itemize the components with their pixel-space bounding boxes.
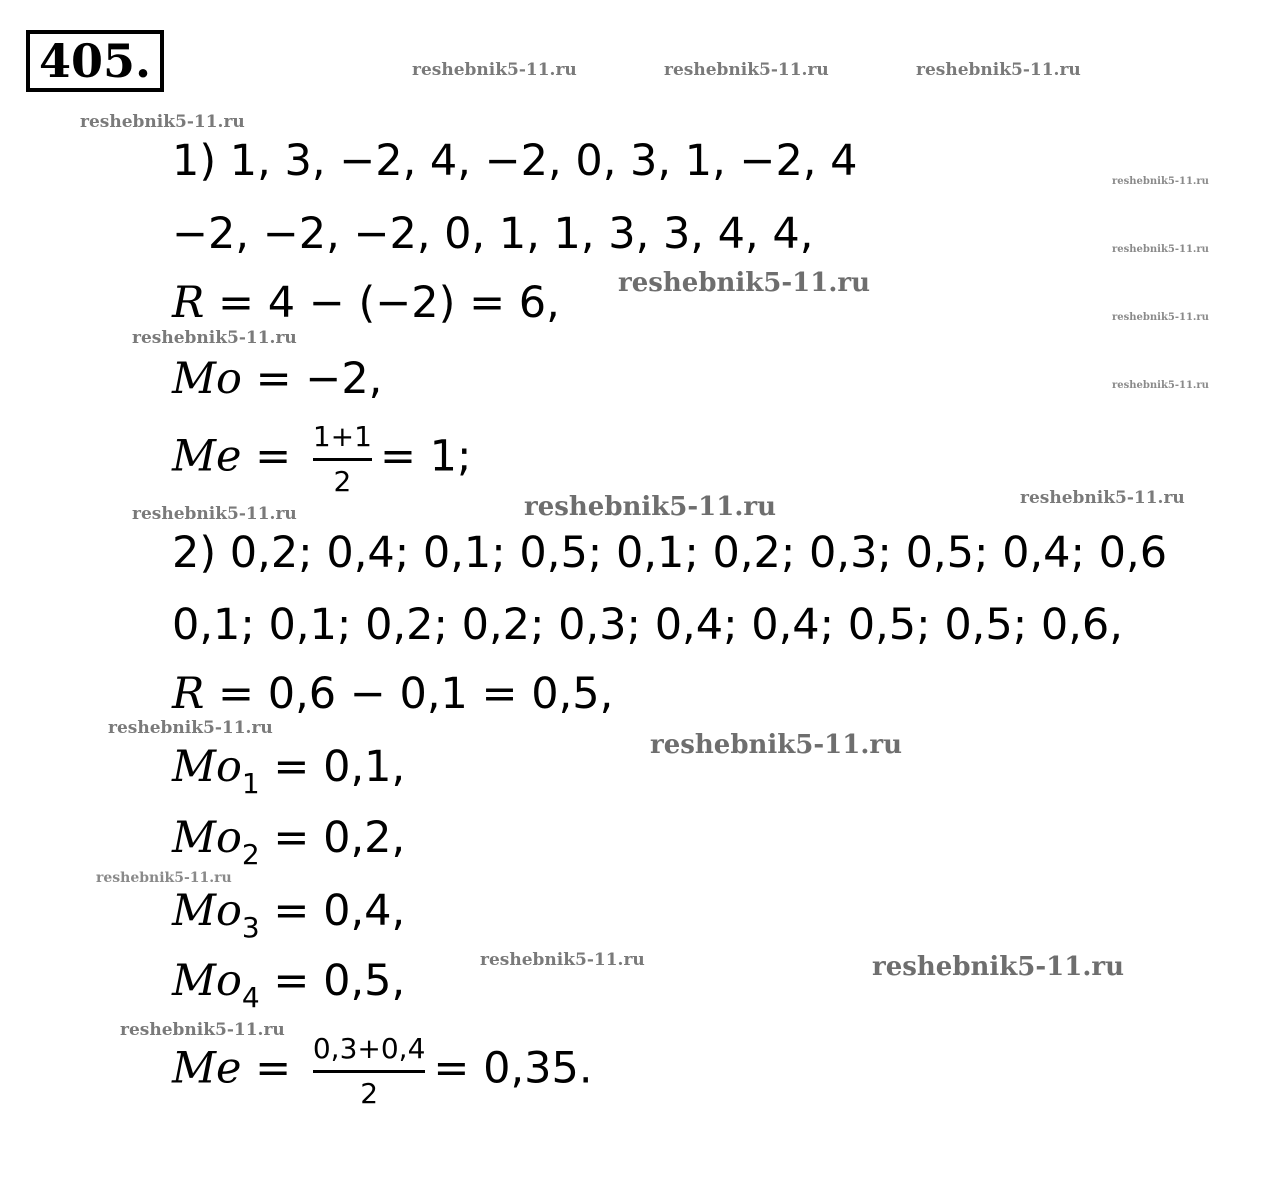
watermark: reshebnik5-11.ru — [132, 504, 297, 524]
part2-sorted: 0,1; 0,1; 0,2; 0,2; 0,3; 0,4; 0,4; 0,5; 0,5; 0,6, — [172, 600, 1123, 650]
fraction-bar — [313, 458, 372, 461]
mode-symbol: Mo — [172, 354, 242, 404]
part2-mode-2 — [172, 813, 406, 871]
median-equals: = — [241, 1043, 292, 1094]
mode-symbol: Mo — [172, 742, 242, 792]
part2-range — [172, 669, 614, 719]
mode-symbol: Mo — [172, 956, 242, 1006]
fraction-denominator: 2 — [333, 464, 352, 498]
median-fraction — [313, 1032, 426, 1110]
part1-mode — [172, 354, 383, 404]
watermark: reshebnik5-11.ru — [132, 328, 297, 348]
watermark: reshebnik5-11.ru — [1112, 380, 1209, 391]
watermark: reshebnik5-11.ru — [120, 1020, 285, 1040]
range-expression: = 4 − (−2) = 6, — [204, 278, 560, 328]
part2-mode-1 — [172, 742, 406, 800]
part1-range — [172, 278, 560, 328]
watermark: reshebnik5-11.ru — [1112, 312, 1209, 323]
mode-symbol: Mo — [172, 813, 242, 863]
range-symbol: R — [172, 278, 205, 328]
fraction-numerator: 0,3+0,4 — [312, 1032, 426, 1065]
watermark: reshebnik5-11.ru — [524, 492, 777, 522]
watermark: reshebnik5-11.ru — [80, 112, 245, 132]
watermark: reshebnik5-11.ru — [664, 60, 829, 80]
fraction-denominator: 2 — [360, 1076, 379, 1110]
watermark: reshebnik5-11.ru — [1112, 244, 1209, 255]
part1-given: 1) 1, 3, −2, 4, −2, 0, 3, 1, −2, 4 — [172, 136, 858, 186]
fraction-bar — [313, 1070, 426, 1073]
median-equals: = — [241, 431, 292, 482]
problem-number: 405. — [26, 30, 164, 92]
watermark: reshebnik5-11.ru — [412, 60, 577, 80]
watermark: reshebnik5-11.ru — [1020, 488, 1185, 508]
median-symbol: Me — [172, 431, 242, 482]
watermark: reshebnik5-11.ru — [1112, 176, 1209, 187]
watermark: reshebnik5-11.ru — [480, 950, 645, 970]
part2-mode-3 — [172, 886, 406, 944]
watermark: reshebnik5-11.ru — [618, 268, 871, 298]
range-symbol: R — [172, 669, 205, 719]
median-fraction — [313, 420, 372, 498]
range-expression: = 0,6 − 0,1 = 0,5, — [204, 669, 614, 719]
part2-mode-4 — [172, 956, 406, 1014]
mode-subscript: 4 — [241, 981, 260, 1014]
mode-expression: = −2, — [241, 354, 383, 404]
median-result: = 0,35. — [433, 1043, 593, 1094]
mode-expression: = 0,2, — [259, 813, 406, 863]
mode-symbol: Mo — [172, 886, 242, 936]
watermark: reshebnik5-11.ru — [650, 730, 903, 760]
part1-sorted: −2, −2, −2, 0, 1, 1, 3, 3, 4, 4, — [172, 209, 814, 259]
part1-median — [172, 420, 472, 498]
part2-median — [172, 1032, 593, 1110]
mode-subscript: 2 — [241, 838, 260, 871]
median-symbol: Me — [172, 1043, 242, 1094]
watermark: reshebnik5-11.ru — [108, 718, 273, 738]
mode-subscript: 3 — [241, 911, 260, 944]
part2-given: 2) 0,2; 0,4; 0,1; 0,5; 0,1; 0,2; 0,3; 0,5; 0,4; 0,6 — [172, 528, 1168, 578]
mode-expression: = 0,1, — [259, 742, 406, 792]
watermark: reshebnik5-11.ru — [96, 870, 232, 886]
watermark: reshebnik5-11.ru — [916, 60, 1081, 80]
mode-subscript: 1 — [241, 767, 260, 800]
fraction-numerator: 1+1 — [312, 420, 372, 453]
mode-expression: = 0,5, — [259, 956, 406, 1006]
mode-expression: = 0,4, — [259, 886, 406, 936]
median-result: = 1; — [379, 431, 472, 482]
watermark: reshebnik5-11.ru — [872, 952, 1125, 982]
